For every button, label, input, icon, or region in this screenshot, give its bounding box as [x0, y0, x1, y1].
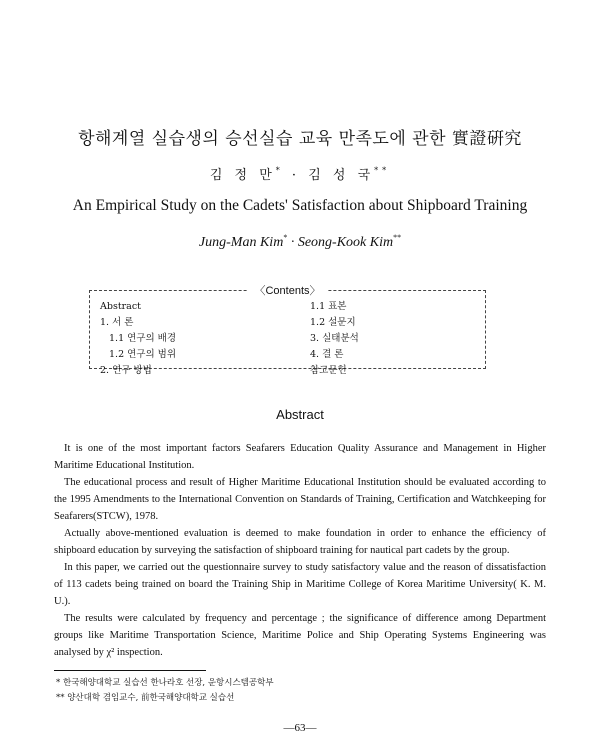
toc-left-column: [100, 299, 176, 379]
author-1-mark-en: *: [283, 233, 288, 242]
toc-item: 4. 결 론: [310, 349, 344, 360]
footnotes: [56, 676, 274, 706]
footnote-divider: [54, 670, 206, 671]
paper-title-korean: 항해계열 실습생의 승선실습 교육 만족도에 관한 實證硏究: [78, 129, 522, 149]
toc-item: 1.2 설문지: [310, 317, 356, 328]
author-2-korean: 김 성 국: [308, 168, 375, 183]
toc-item: 2. 연구 방법: [100, 365, 152, 376]
author-1-korean: 김 정 만: [209, 168, 276, 183]
abstract-paragraph: Actually above-mentioned evaluation is deemed to make foundation in order to enhance the efficiency of shipboard education by surveying the satisfaction of shipboard training for nautical part cadets by the group.: [54, 528, 546, 556]
toc-item: 1. 서 론: [100, 317, 134, 328]
toc-item: 1.1 연구의 배경: [109, 333, 177, 344]
footnote-2: ** 양산대학 겸임교수, 前한국해양대학교 실습선: [56, 693, 235, 703]
table-of-contents: [89, 285, 486, 376]
author-1-mark: *: [275, 166, 284, 175]
author-separator: ·: [283, 168, 309, 183]
abstract-paragraph: The educational process and result of Higher Maritime Educational Institution should be evaluated according to the 1995 Amendments to the International Convention on Standards of Training, Certification and Watchkeeping for Seafarers(STCW), 1978.: [54, 477, 546, 522]
abstract-paragraph: The results were calculated by frequency and percentage ; the significance of difference among Department groups like Maritime Transportation Science, Maritime Police and Ship Operating Systems Engineering was analysed by χ² inspection.: [54, 613, 546, 658]
toc-item: Abstract: [100, 301, 141, 312]
toc-right-column: [310, 299, 359, 379]
author-1-english: Jung-Man Kim: [198, 235, 284, 250]
author-2-mark: **: [374, 166, 391, 175]
authors-english: [0, 233, 600, 251]
toc-item: 1.2 연구의 범위: [109, 349, 177, 360]
contents-label: 〈Contents〉: [248, 285, 326, 297]
author-2-mark-en: **: [393, 233, 402, 242]
paper-title-english: An Empirical Study on the Cadets' Satisfaction about Shipboard Training: [72, 197, 528, 214]
author-separator-en: ·: [287, 235, 298, 250]
toc-item: 참고문헌: [310, 365, 347, 376]
page-number: —63—: [283, 722, 317, 734]
authors-korean: [0, 164, 600, 183]
abstract-body: [54, 440, 546, 661]
abstract-paragraph: It is one of the most important factors Seafarers Education Quality Assurance and Management in Higher Maritime Educational Institution.: [54, 443, 546, 471]
footnote-1: * 한국해양대학교 실습선 한나라호 선장, 운항시스템공학부: [56, 678, 274, 688]
abstract-heading: Abstract: [276, 407, 324, 422]
toc-item: 1.1 표본: [310, 301, 347, 312]
author-2-english: Seong-Kook Kim: [297, 235, 394, 250]
abstract-paragraph: In this paper, we carried out the questionnaire survey to study satisfactory value and the reason of dissatisfaction of 113 cadets being trained on board the Training Ship in Maritime College of Korea Maritime University( K. M. U.).: [54, 562, 546, 607]
toc-item: 3. 실태분석: [310, 333, 359, 344]
